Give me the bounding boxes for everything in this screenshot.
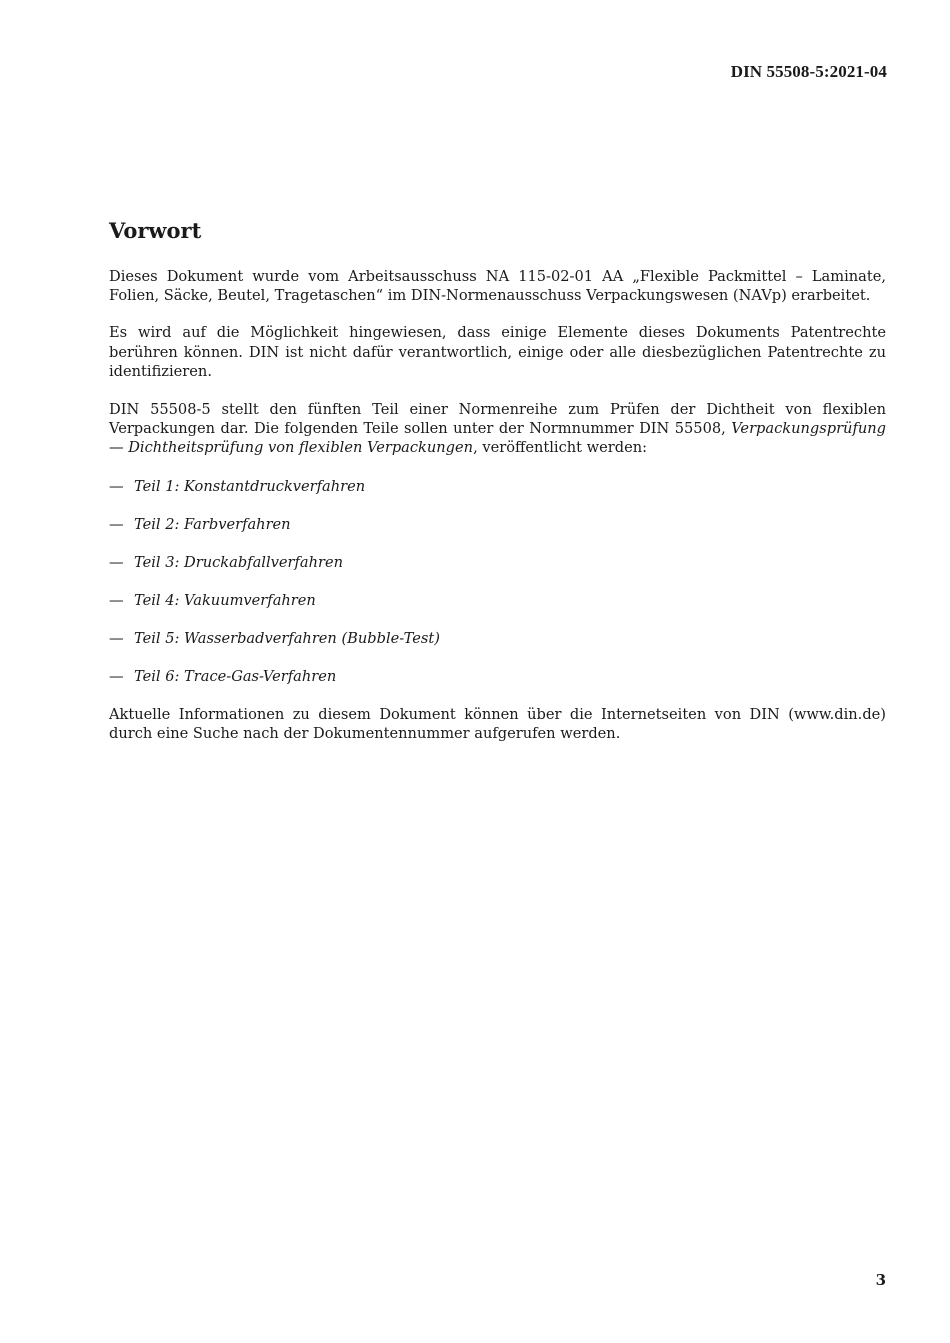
parts-list (109, 477, 886, 686)
list-dash: — (109, 629, 124, 647)
list-dash: — (109, 667, 124, 685)
paragraph-patent-notice: Es wird auf die Möglichkeit hingewiesen, dass einige Elemente dieses Dokuments Patentrechte berühren können. DIN ist nicht dafür verantwortlich, einige oder alle diesbezüglichen Patentrechte zu identifizieren. (109, 324, 886, 380)
list-item (109, 515, 886, 534)
part-title: Teil 4: Vakuumverfahren (134, 591, 316, 609)
list-dash: — (109, 591, 124, 609)
series-title: Verpackungsprüfung — Dichtheitsprüfung von flexiblen Verpackungen (109, 420, 886, 457)
part-title: Teil 6: Trace-Gas-Verfahren (134, 667, 337, 685)
list-dash: — (109, 553, 124, 571)
page-number: 3 (875, 1271, 886, 1289)
list-dash: — (109, 477, 124, 495)
list-dash: — (109, 515, 124, 533)
list-item (109, 629, 886, 648)
paragraph-current-info: Aktuelle Informationen zu diesem Dokument können über die Internetseiten von DIN (www.din.de) durch eine Suche nach der Dokumentennummer aufgerufen werden. (109, 705, 886, 743)
part-title: Teil 2: Farbverfahren (134, 515, 291, 533)
part-title: Teil 3: Druckabfallverfahren (134, 553, 343, 571)
list-item (109, 477, 886, 496)
foreword-section (109, 216, 886, 743)
series-intro-start: DIN 55508-5 stellt den fünften Teil einer Normenreihe zum Prüfen der Dichtheit von flexiblen Verpackungen dar. Die folgenden Teile sollen unter der Normnummer DIN 55508, (109, 401, 886, 438)
part-title: Teil 5: Wasserbadverfahren (Bubble-Test) (134, 629, 440, 647)
document-id: DIN 55508-5:2021-04 (730, 62, 887, 81)
list-item (109, 667, 886, 686)
list-item (109, 553, 886, 572)
section-title: Vorwort (109, 218, 202, 243)
list-item (109, 591, 886, 610)
part-title: Teil 1: Konstantdruckverfahren (134, 477, 366, 495)
paragraph-series-intro (109, 400, 886, 458)
paragraph-committee: Dieses Dokument wurde vom Arbeitsausschuss NA 115-02-01 AA „Flexible Packmittel – Laminate, Folien, Säcke, Beutel, Tragetaschen“ im DIN-Normenausschuss Verpackungswesen (NAVp) erarbeitet. (109, 268, 886, 305)
series-intro-end: , veröffentlicht werden: (473, 439, 648, 457)
